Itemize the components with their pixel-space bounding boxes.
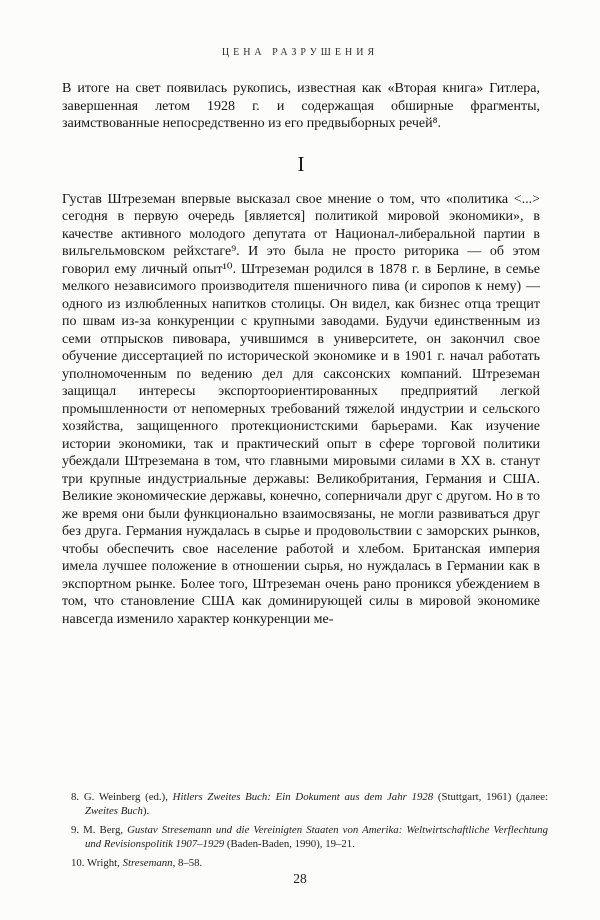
footnote-text: , 8–58. xyxy=(172,856,203,869)
footnote xyxy=(71,791,548,819)
footnote-text: (Stuttgart, 1961) (далее: xyxy=(433,791,548,803)
running-header: ЦЕНА РАЗРУШЕНИЯ xyxy=(221,47,379,58)
footnotes-block xyxy=(71,791,548,876)
footnote-text: ). xyxy=(142,804,150,817)
footnote-number: 9. xyxy=(71,823,84,836)
main-paragraph: Густав Штреземан впервые высказал свое мнение о том, что «политика <...> сегодня в первую очередь [является] политикой мировой экономики», в качестве активного молодого депутата от Национал-либеральной партии в вильгельмовском рейхстаге⁹. И это была не просто риторика — об этом говорил ему личный опыт¹⁰. Штреземан родился в 1878 г. в Берлине, в семье мелкого независимого производителя пшеничного пива (и сиропов к нему) — одного из излюбленных напитков столицы. Он видел, как бизнес отца трещит по швам из-за конкуренции с крупными заводами. Будучи единственным из семи отпрысков пивовара, учившимся в университете, он закончил свое обучение диссертацией по исторической экономике и в 1901 г. начал работать уполномоченным по ведению дел для саксонских компаний. Штреземан защищал интересы экспортоориентированных предприятий легкой промышленности от непомерных требований тяжелой индустрии и сельского хозяйства, защищенного протекционистскими барьерами. Как изучение истории экономики, так и практический опыт в сфере торговой политики убеждали Штреземана в том, что главными мировыми силами в XX в. станут три крупные индустриальные державы: Великобритания, Германия и США. Великие экономические державы, конечно, соперничали друг с другом. Но в то же время они были функционально взаимосвязаны, не могли развиваться друг без друга. Германия нуждалась в сырье и продовольствии с заморских рынков, чтобы обеспечить свое население работой и хлебом. Британская империя имела лучшее положение в отношении сырья, но нуждалась в Германии как в экспортном рынке. Более того, Штреземан очень рано проникся убеждением в том, что становление США как доминирующей силы в мировой экономике навсегда изменило характер конкуренции ме- xyxy=(62,191,540,627)
footnote-text: (Baden-Baden, 1990), 19–21. xyxy=(224,837,355,850)
page-number: 28 xyxy=(293,871,307,886)
footnote-text: Wright, xyxy=(87,856,123,869)
section-heading: I xyxy=(297,151,305,176)
footnote-title-italic: Gustav Stresemann und die Vereinigten Staaten von Amerika: Weltwirtschaftliche Verflechtung und Revisionspolitik 1907–1929 xyxy=(85,823,548,850)
footnote-number: 8. xyxy=(71,791,84,803)
intro-paragraph: В итоге на свет появилась рукопись, известная как «Вторая книга» Гитлера, завершенная летом 1928 г. и содержащая обширные фрагменты, заимствованные непосредственно из его предвыборных речей⁸. xyxy=(62,81,540,131)
footnote-text: G. Weinberg (ed.), xyxy=(83,791,173,803)
footnote-text: M. Berg, xyxy=(83,823,128,836)
footnote-title-italic: Hitlers Zweites Buch: Ein Dokument aus dem Jahr 1928 xyxy=(172,791,434,803)
footnote-title-italic: Zweites Buch xyxy=(85,804,143,817)
footnote xyxy=(71,824,548,852)
text-block xyxy=(62,80,540,628)
footnote xyxy=(71,857,548,871)
footnote-number: 10. xyxy=(71,856,88,869)
footnote-title-italic: Stresemann xyxy=(122,856,173,869)
